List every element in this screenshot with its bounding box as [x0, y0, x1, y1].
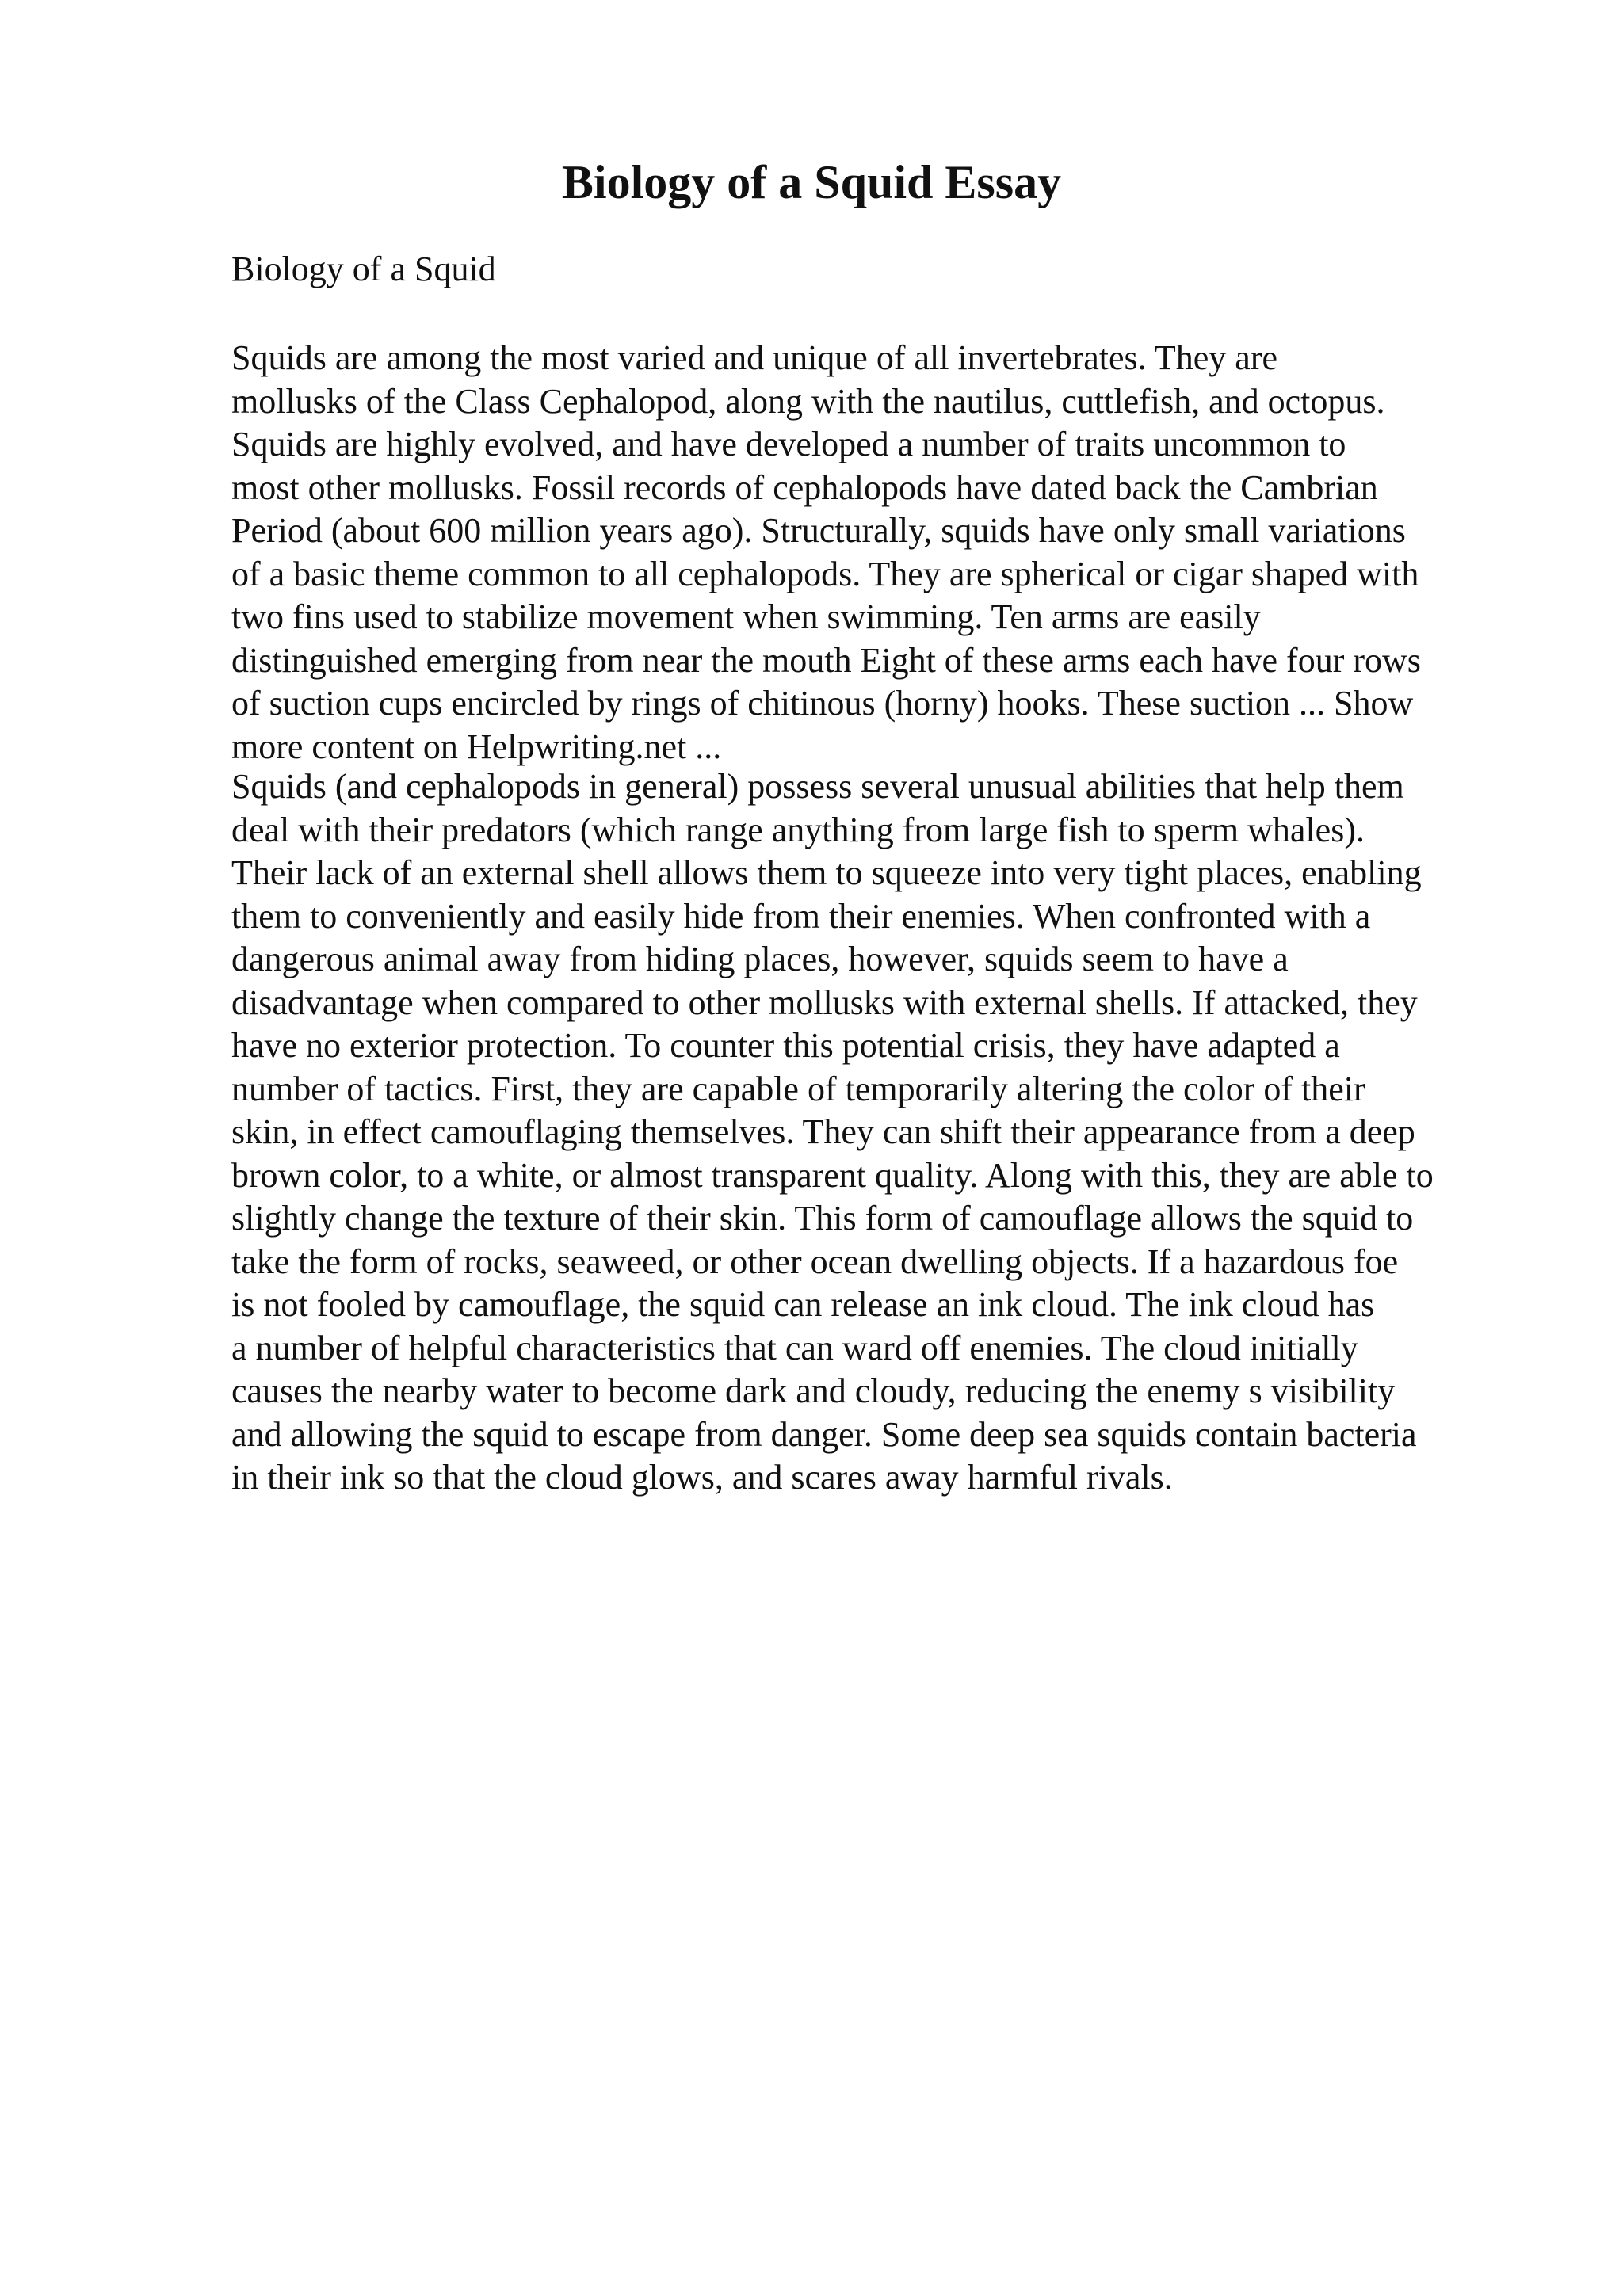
paragraph-line: a number of helpful characteristics that can ward off enemies. The cloud initially — [231, 1328, 1358, 1367]
document-title: Biology of a Squid Essay — [561, 156, 1062, 208]
paragraph-line: is not fooled by camouflage, the squid can release an ink cloud. The ink cloud has — [231, 1285, 1375, 1324]
paragraph-intro — [231, 337, 1594, 769]
paragraph-line: slightly change the texture of their skin. This form of camouflage allows the squid to — [231, 1199, 1414, 1238]
paragraph-line: them to conveniently and easily hide from their enemies. When confronted with a — [231, 896, 1371, 936]
paragraph-line: take the form of rocks, seaweed, or other ocean dwelling objects. If a hazardous foe — [231, 1241, 1399, 1281]
paragraph-line: distinguished emerging from near the mouth Eight of these arms each have four rows — [231, 640, 1421, 680]
paragraph-line: brown color, to a white, or almost transparent quality. Along with this, they are able to — [231, 1155, 1434, 1195]
paragraph-line: in their ink so that the cloud glows, and scares away harmful rivals. — [231, 1458, 1173, 1497]
paragraph-line: more content on Helpwriting.net ... — [231, 727, 722, 766]
paragraph-line: Squids (and cephalopods in general) possess several unusual abilities that help them — [231, 767, 1404, 806]
paragraph-line: Squids are among the most varied and unique of all invertebrates. They are — [231, 338, 1277, 377]
paragraph-line: and allowing the squid to escape from danger. Some deep sea squids contain bacteria — [231, 1414, 1417, 1454]
paragraph-line: have no exterior protection. To counter this potential crisis, they have adapted a — [231, 1026, 1340, 1065]
paragraph-line: deal with their predators (which range anything from large fish to sperm whales). — [231, 810, 1365, 849]
paragraph-line: most other mollusks. Fossil records of cephalopods have dated back the Cambrian — [231, 467, 1378, 507]
paragraph-line: causes the nearby water to become dark and cloudy, reducing the enemy s visibility — [231, 1371, 1396, 1410]
paragraph-line: of a basic theme common to all cephalopods. They are spherical or cigar shaped with — [231, 554, 1419, 593]
paragraph-line: Their lack of an external shell allows them to squeeze into very tight places, enabling — [231, 853, 1422, 892]
paragraph-line: skin, in effect camouflaging themselves. They can shift their appearance from a deep — [231, 1112, 1415, 1151]
paragraph-defenses — [231, 765, 1594, 1500]
paragraph-line: two fins used to stabilize movement when swimming. Ten arms are easily — [231, 597, 1261, 636]
paragraph-line: of suction cups encircled by rings of chitinous (horny) hooks. These suction ... Show — [231, 684, 1414, 723]
document-subtitle: Biology of a Squid — [231, 250, 496, 288]
paragraph-line: number of tactics. First, they are capable of temporarily altering the color of their — [231, 1069, 1365, 1108]
paragraph-line: Squids are highly evolved, and have developed a number of traits uncommon to — [231, 425, 1346, 463]
paragraph-line: dangerous animal away from hiding places, however, squids seem to have a — [231, 940, 1289, 978]
paragraph-line: Period (about 600 million years ago). Structurally, squids have only small variations — [231, 511, 1406, 550]
paragraph-line: mollusks of the Class Cephalopod, along with the nautilus, cuttlefish, and octopus. — [231, 381, 1385, 421]
paragraph-line: disadvantage when compared to other mollusks with external shells. If attacked, they — [231, 982, 1418, 1022]
